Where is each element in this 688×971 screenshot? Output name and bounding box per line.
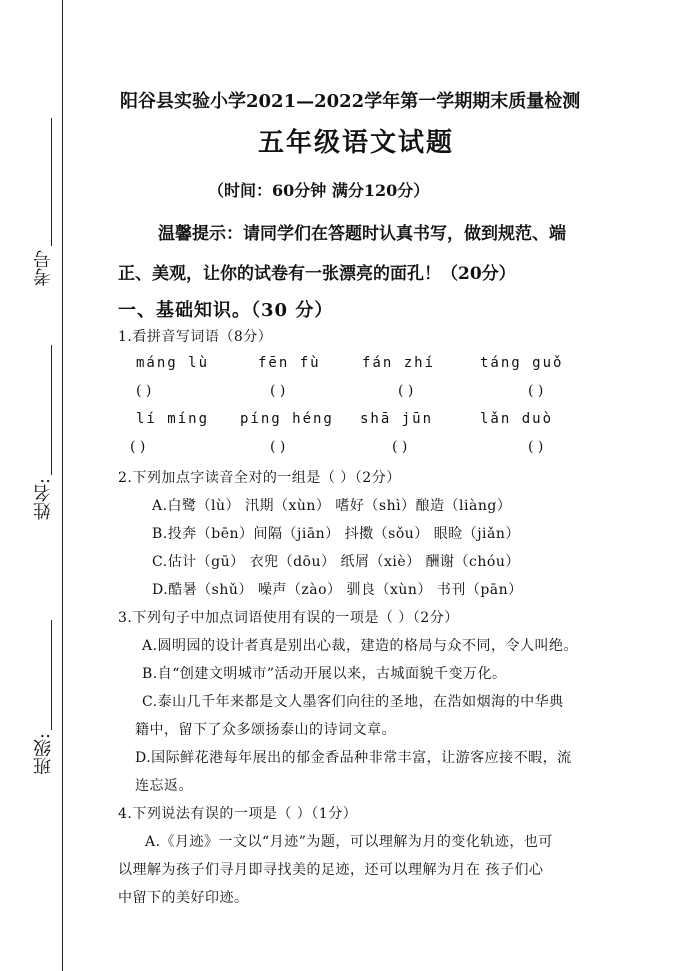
answer-blank[interactable]: ( ) (270, 439, 286, 455)
class-underline (51, 620, 52, 730)
q1-prompt: 1.看拼音写词语（8分） (118, 329, 273, 345)
q3-option-c-line1: C.泰山几千年来都是文人墨客们向往的圣地，在浩如烟海的中华典 (142, 694, 564, 710)
q3-option-d-line1: D.国际鲜花港每年展出的郁金香品种非常丰富，让游客应接不暇，流 (135, 750, 572, 766)
binding-margin-line (62, 0, 63, 971)
q3-option-b: B.自“创建文明城市”活动开展以来，古城面貌千变万化。 (142, 666, 507, 682)
school-exam-line: 阳谷县实验小学2021—2022学年第一学期期末质量检测 (120, 91, 581, 112)
q4-option-a-line1: A.《月迹》一文以“月迹”为题，可以理解为月的变化轨迹，也可 (145, 834, 553, 850)
answer-blank[interactable]: ( ) (398, 383, 414, 399)
page-title: 五年级语文试题 (258, 128, 455, 158)
tip-line-1: 温馨提示：请同学们在答题时认真书写，做到规范、端 (158, 224, 566, 244)
q4-prompt: 4.下列说法有误的一项是（ ）（1分） (118, 806, 358, 822)
pinyin-2: fēn fù (258, 355, 321, 371)
tip-line-2: 正、美观，让你的试卷有一张漂亮的面孔！（20分） (118, 264, 516, 284)
pinyin-6: píng héng (240, 411, 334, 427)
answer-blank[interactable]: ( ) (528, 383, 544, 399)
answer-blank[interactable]: ( ) (270, 383, 286, 399)
q3-prompt: 3.下列句子中加点词语使用有误的一项是（ ）（2分） (118, 610, 459, 626)
q2-option-a: A.白鹭（lù） 汛期（xùn） 嗜好（shì）酿造（liàng） (152, 498, 512, 514)
time-score-line: （时间：60分钟 满分120分） (208, 181, 430, 200)
name-label: 姓名: (33, 478, 54, 521)
q3-option-d-line2: 连忘返。 (135, 778, 193, 794)
q3-option-c-line2: 籍中，留下了众多颂扬泰山的诗词文章。 (135, 722, 396, 738)
exam-no-label: 考号 (33, 250, 54, 286)
pinyin-7: shā jūn (360, 411, 434, 427)
q2-prompt: 2.下列加点字读音全对的一组是（ ）（2分） (118, 470, 401, 486)
q4-option-a-line3: 中留下的美好印迹。 (118, 890, 249, 906)
q4-option-a-line2: 以理解为孩子们寻月即寻找美的足迹，还可以理解为月在 孩子们心 (118, 862, 544, 878)
pinyin-3: fán zhí (362, 355, 436, 371)
pinyin-4: táng guǒ (480, 355, 564, 371)
class-label: 班级: (33, 733, 54, 776)
answer-blank[interactable]: ( ) (392, 439, 408, 455)
q2-option-d: D.酷暑（shǔ） 噪声（zào） 驯良（xùn） 书刊（pān） (152, 582, 523, 598)
answer-blank[interactable]: ( ) (528, 439, 544, 455)
q2-option-c: C.估计（gū） 衣兜（dōu） 纸屑（xiè） 酬谢（chóu） (152, 554, 520, 570)
exam-no-underline (51, 118, 52, 246)
q3-option-a: A.圆明园的设计者真是别出心裁，建造的格局与众不同，令人叫绝。 (142, 638, 579, 654)
answer-blank[interactable]: ( ) (130, 439, 146, 455)
answer-blank[interactable]: ( ) (136, 383, 152, 399)
q2-option-b: B.投奔（bēn）间隔（jiān） 抖擞（sǒu） 眼睑（jiǎn） (152, 526, 520, 542)
pinyin-1: máng lù (136, 355, 210, 371)
pinyin-8: lǎn duò (480, 411, 554, 427)
pinyin-5: lí míng (136, 411, 210, 427)
name-underline (51, 345, 52, 475)
section-heading: 一、基础知识。（30 分） (118, 300, 334, 321)
